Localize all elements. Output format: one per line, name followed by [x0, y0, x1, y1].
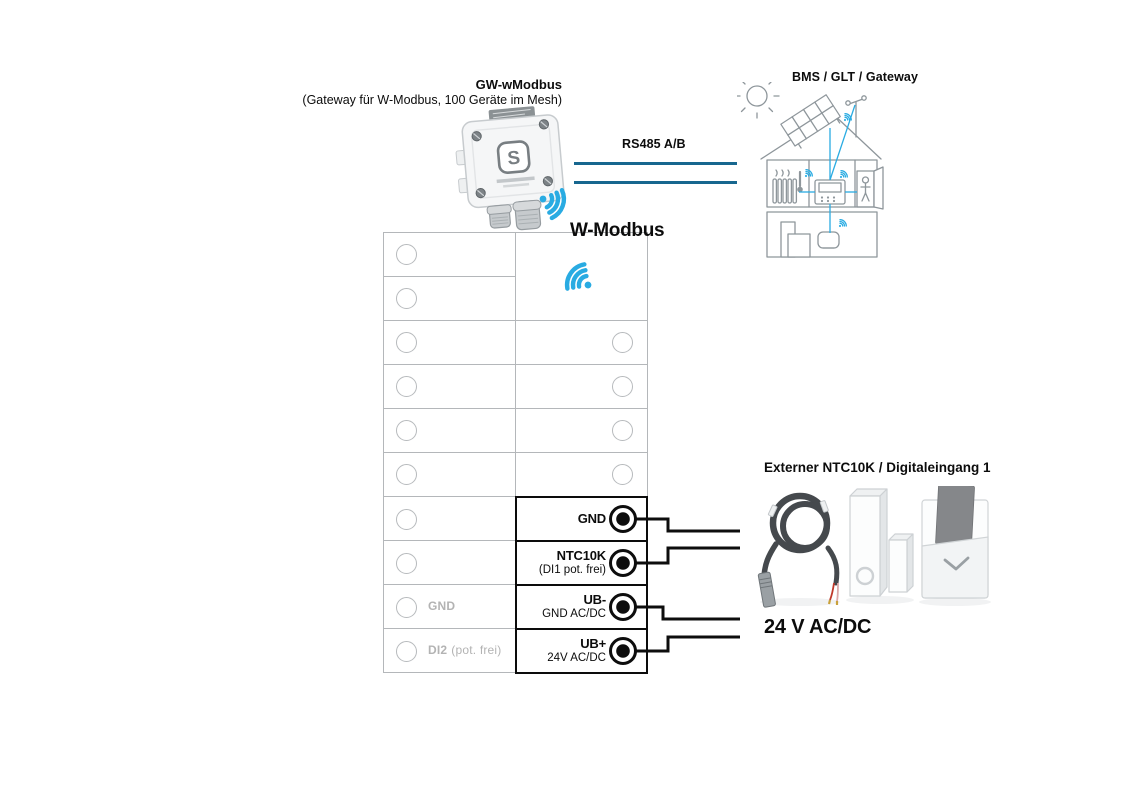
card-switch-image	[922, 486, 988, 598]
terminal-circle	[396, 420, 417, 441]
thermometer-icon	[797, 172, 803, 192]
left-label-di2: DI2 (pot. frei)	[428, 643, 502, 657]
rs485-line-b	[574, 181, 737, 184]
person-door-icon	[857, 167, 883, 209]
door-contact-image	[850, 489, 913, 596]
anemometer-icon	[846, 96, 866, 137]
wifi-icon-device	[523, 179, 583, 235]
radiator-icon	[773, 170, 796, 203]
terminal-circle	[612, 376, 633, 397]
gateway-title: GW-wModbus	[475, 77, 562, 92]
wire-ub-minus	[623, 607, 740, 619]
terminal-circle	[612, 332, 633, 353]
terminal-label: UB+	[580, 636, 606, 651]
wifi-icon-sensor	[836, 218, 847, 229]
boiler-icon	[781, 222, 810, 257]
left-label-gnd: GND	[428, 599, 456, 613]
terminal-circle	[396, 509, 417, 530]
sun-icon	[737, 82, 779, 118]
gateway-title-block	[302, 78, 562, 107]
wmodbus-label: W-Modbus	[570, 220, 665, 241]
cable-gland	[487, 205, 513, 229]
thermostat-icon	[815, 180, 845, 204]
terminal-circle	[612, 420, 633, 441]
terminal-circle	[396, 376, 417, 397]
wireless-sensor-icon	[818, 232, 839, 248]
terminal-sublabel: GND AC/DC	[542, 608, 606, 620]
wire-ntc10k	[623, 548, 740, 563]
house-illustration	[737, 82, 947, 264]
solar-panel-icon	[781, 95, 843, 150]
terminal-circle	[612, 464, 633, 485]
terminal-circle	[396, 553, 417, 574]
s-logo-letter: S	[506, 147, 522, 170]
temp-probe-image	[758, 496, 838, 607]
terminal-label: UB-	[583, 592, 606, 607]
terminal-label: NTC10K	[556, 548, 606, 563]
wire-ub-plus	[623, 637, 740, 651]
key-card	[936, 486, 975, 546]
terminal-sublabel: 24V AC/DC	[547, 652, 606, 664]
terminal-circle	[396, 288, 417, 309]
wifi-icon-radiator	[802, 168, 813, 179]
wifi-icon-wmodbus	[546, 244, 604, 302]
terminal-posts	[611, 507, 636, 664]
external-devices-label: Externer NTC10K / Digitaleingang 1	[764, 460, 991, 475]
power-label: 24 V AC/DC	[764, 616, 872, 638]
terminal-circle-di2	[396, 641, 417, 662]
wifi-icon-door	[837, 169, 848, 180]
wifi-icon-solar	[841, 112, 852, 123]
terminal-circle	[396, 464, 417, 485]
external-devices-images	[750, 486, 994, 610]
terminal-label: GND	[577, 511, 606, 526]
rs485-line-a	[574, 162, 737, 165]
terminal-circle-gnd	[396, 597, 417, 618]
terminal-circle	[396, 332, 417, 353]
wire-gnd	[623, 519, 740, 531]
rs485-label: RS485 A/B	[622, 137, 686, 151]
terminal-circle	[396, 244, 417, 265]
gateway-subtitle: (Gateway für W-Modbus, 100 Geräte im Mesh)	[302, 93, 562, 107]
terminal-sublabel: (DI1 pot. frei)	[538, 564, 606, 576]
terminal-wires	[600, 490, 750, 690]
bms-label: BMS / GLT / Gateway	[792, 70, 918, 84]
